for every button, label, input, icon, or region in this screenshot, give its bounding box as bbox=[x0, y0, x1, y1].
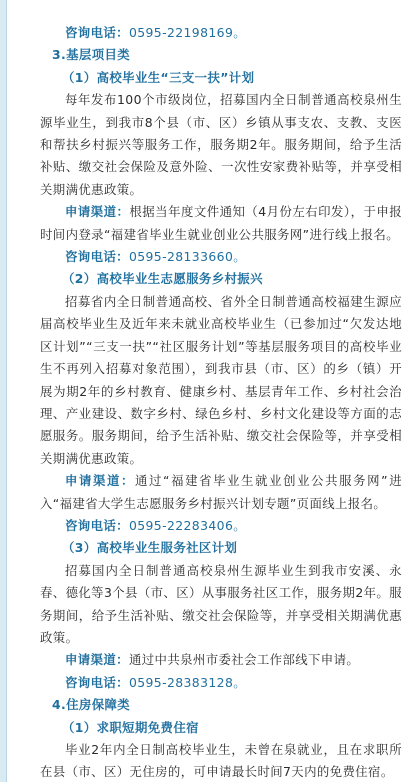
subheading-volunteer-rural: （2）高校毕业生志愿服务乡村振兴 bbox=[62, 271, 263, 287]
phone-label: 咨询电话： bbox=[65, 674, 129, 690]
apply-label: 申请渠道： bbox=[65, 473, 136, 489]
apply-channel-2 bbox=[40, 470, 402, 515]
apply-text: 通过中共泉州市委社会工作部线下申请。 bbox=[128, 652, 360, 668]
apply-channel-3 bbox=[40, 649, 402, 671]
apply-channel-1 bbox=[40, 201, 402, 246]
paragraph-community-service: 招募国内全日制普通高校泉州生源毕业生到我市安溪、永春、德化等3个县（市、区）从事服务社区工作，服务期2年。服务期间，给予生活补贴、缴交社会保险等，并享受相关期满优惠政策。 bbox=[40, 562, 402, 645]
apply-label: 申请渠道： bbox=[65, 204, 130, 220]
apply-label: 申请渠道： bbox=[65, 652, 129, 668]
phone-label: 咨询电话： bbox=[65, 249, 129, 265]
subheading-free-lodging: （1）求职短期免费住宿 bbox=[62, 719, 199, 735]
phone-line-4 bbox=[40, 672, 402, 694]
phone-number: 0595-28133660。 bbox=[128, 249, 247, 265]
phone-label: 咨询电话： bbox=[65, 25, 129, 40]
phone-line-3 bbox=[40, 515, 402, 537]
section-heading-basic-projects: 3.基层项目类 bbox=[52, 47, 131, 63]
phone-line-1 bbox=[40, 22, 402, 44]
apply-text: 通过“福建省毕业生就业创业公共服务网”进入“福建省大学生志愿服务乡村振兴计划专题”页面线上报名。 bbox=[40, 473, 402, 511]
paragraph-three-supports: 每年发布100个市级岗位，招募国内全日制普通高校泉州生源毕业生，到我市8个县（市、区）乡镇从事支农、支教、支医和帮扶乡村振兴等服务工作，服务期2年。服务期间，给予生活补贴、缴交社会保险及意外险、一次性安家费补贴等，并享受相关期满优惠政策。 bbox=[40, 92, 402, 197]
phone-line-2 bbox=[40, 246, 402, 268]
phone-label: 咨询电话： bbox=[65, 517, 129, 533]
paragraph-free-lodging: 毕业2年内全日制高校毕业生，未曾在泉就业，且在求职所在县（市、区）无住房的，可申请最长时间7天内的免费住宿。 bbox=[40, 742, 402, 780]
subheading-community-service: （3）高校毕业生服务社区计划 bbox=[62, 540, 238, 556]
section-heading-housing: 4.住房保障类 bbox=[52, 697, 131, 713]
phone-number: 0595-22198169。 bbox=[128, 25, 247, 40]
phone-number: 0595-22283406。 bbox=[128, 517, 247, 533]
page-edge-line bbox=[6, 0, 7, 782]
phone-number: 0595-28383128。 bbox=[128, 674, 247, 690]
apply-text: 根据当年度文件通知（4月份左右印发），于申报时间内登录“福建省毕业生就业创业公共服务网”进行线上报名。 bbox=[40, 204, 403, 242]
paragraph-volunteer-rural: 招募省内全日制普通高校、省外全日制普通高校福建生源应届高校毕业生及近年来未就业高校毕业生（已参加过“欠发达地区计划”“三支一扶”“社区服务计划”等基层服务项目的高校毕业生不再列入招募对象范围），到我市县（市、区）的乡（镇）开展为期2年的乡村教育、健康乡村、基层青年工作、乡村社会治理、产业建设、数字乡村、绿色乡村、乡村文化建设等方面的志愿服务。服务期间，给予生活补贴、缴交社会保险等，并享受相关期满优惠政策。 bbox=[40, 293, 402, 466]
subheading-three-supports: （1）高校毕业生“三支一扶”计划 bbox=[62, 69, 255, 85]
